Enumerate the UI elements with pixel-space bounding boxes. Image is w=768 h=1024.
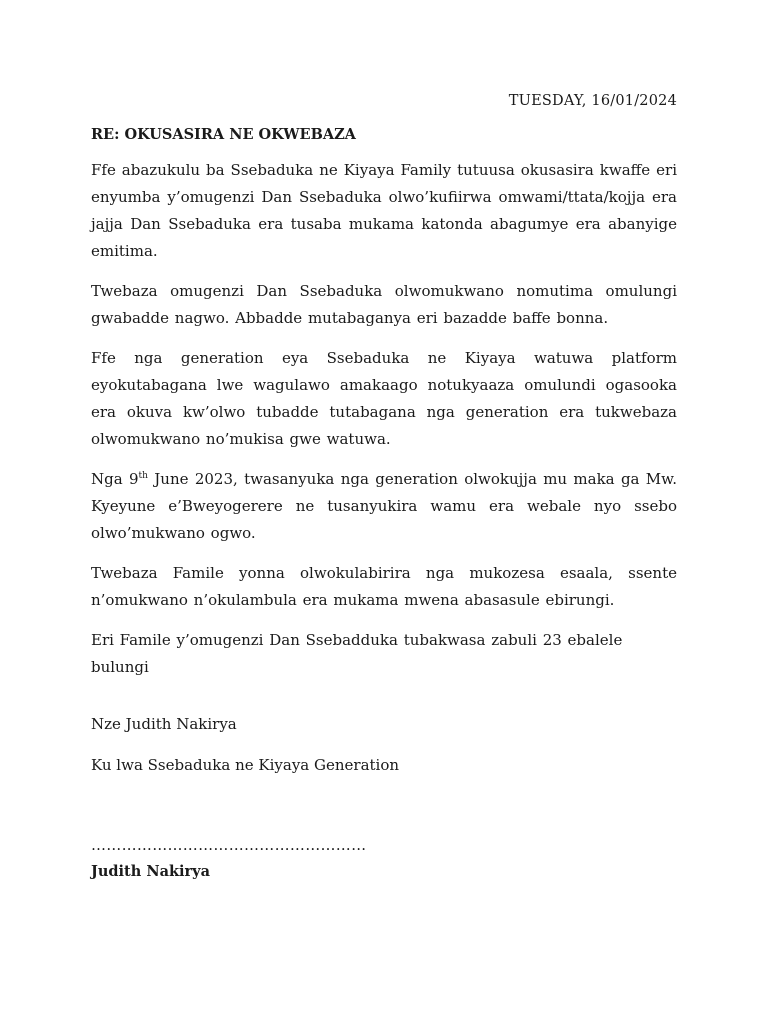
visit-date-ordinal: th [138,471,148,481]
paragraph-condolence: Ffe abazukulu ba Ssebaduka ne Kiyaya Family tutuusa okusasira kwaffe eri enyumba y’omugenzi Dan Ssebaduka olwo’kufiirwa omwami/ttata/kojja era jajja Dan Ssebaduka era tusaba mukama katonda abagumye era abanyige emitima. [91,161,677,260]
visit-text: June 2023, twasanyuka nga generation olwokujja mu maka ga Mw. Kyeyune e’Bweyogerere ne tusanyukira wamu era webale nyo ssebo olwo’mukwano ogwo. [91,470,677,542]
letter-subject: RE: OKUSASIRA NE OKWEBAZA [91,126,356,143]
paragraph-family-thanks: Twebaza Famile yonna olwokulabirira nga mukozesa esaala, ssente n’omukwano n’okulambula era mukama mwena abasasule ebirungi. [91,564,677,609]
paragraph-platform: Ffe nga generation eya Ssebaduka ne Kiyaya watuwa platform eyokutabagana lwe wagulawo amakaago notukyaaza omulundi ogasooka era okuva kw’olwo tubadde tutabagana nga generation era tukwebaza olwomukwano no’mukisa gwe watuwa. [91,349,677,448]
paragraph-visit [91,466,677,547]
signature-line: ……………………………………………… [91,836,367,854]
signer-organization: Ku lwa Ssebaduka ne Kiyaya Generation [91,756,400,774]
visit-date-prefix: Nga 9 [91,470,139,488]
signer-intro: Nze Judith Nakirya [91,715,237,733]
letter-body [91,157,677,694]
letter-date: TUESDAY, 16/01/2024 [508,93,677,109]
signature-name: Judith Nakirya [91,863,211,880]
paragraph-psalm: Eri Famile y’omugenzi Dan Ssebadduka tubakwasa zabuli 23 ebalele bulungi [91,631,623,676]
paragraph-thanks: Twebaza omugenzi Dan Ssebaduka olwomukwano nomutima omulungi gwabadde nagwo. Abbadde mutabaganya eri bazadde baffe bonna. [91,282,677,327]
